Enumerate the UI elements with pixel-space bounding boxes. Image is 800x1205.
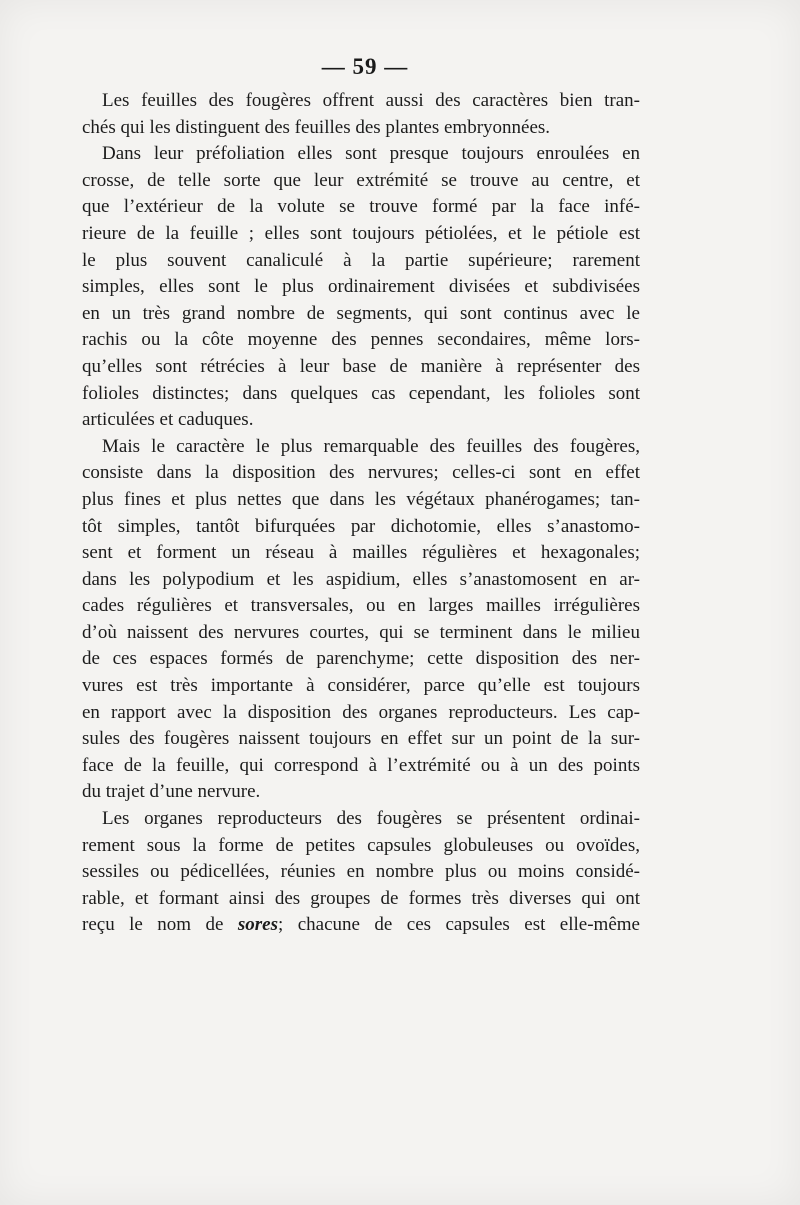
text-line: en rapport avec la disposition des organes reproducteurs. Les cap- [82, 701, 640, 723]
text-segment: ; chacune de ces capsules est elle-même [278, 914, 640, 936]
text-line: face de la feuille, qui correspond à l’extrémité ou à un des points [82, 754, 640, 776]
text-line: sessiles ou pédicellées, réunies en nombre plus ou moins considé- [82, 861, 640, 883]
text-line: simples, elles sont le plus ordinairement divisées et subdivisées [82, 276, 640, 298]
text-line: dans les polypodium et les aspidium, elles s’anastomosent en ar- [82, 568, 640, 590]
text-line: cades régulières et transversales, ou en larges mailles irrégulières [82, 595, 640, 617]
text-line [82, 912, 640, 939]
text-line: rieure de la feuille ; elles sont toujours pétiolées, et le pétiole est [82, 222, 640, 244]
text-line: crosse, de telle sorte que leur extrémité se trouve au centre, et [82, 169, 640, 191]
text-line: du trajet d’une nervure. [82, 781, 261, 803]
text-line: Les organes reproducteurs des fougères se présentent ordinai- [102, 808, 640, 830]
text-line: consiste dans la disposition des nervures; celles-ci sont en effet [82, 462, 640, 484]
text-line: articulées et caduques. [82, 409, 254, 431]
paragraph [82, 141, 640, 434]
text-line: Les feuilles des fougères offrent aussi des caractères bien tran- [102, 90, 640, 111]
text-line: en un très grand nombre de segments, qui sont continus avec le [82, 302, 640, 324]
text-line: Mais le caractère le plus remarquable des feuilles des fougères, [102, 435, 640, 457]
text-line: Dans leur préfoliation elles sont presque toujours enroulées en [102, 143, 640, 165]
text-line: vures est très importante à considérer, parce qu’elle est toujours [82, 675, 640, 697]
paragraph [82, 88, 640, 141]
text-line: plus fines et plus nettes que dans les végétaux phanérogames; tan- [82, 488, 640, 510]
text-line: le plus souvent canaliculé à la partie supérieure; rarement [82, 249, 640, 271]
text-line: rable, et formant ainsi des groupes de formes très diverses qui ont [82, 887, 640, 909]
text-line: rachis ou la côte moyenne des pennes secondaires, même lors- [82, 329, 640, 351]
text-line: sent et forment un réseau à mailles régulières et hexagonales; [82, 542, 640, 564]
body-text [82, 88, 640, 939]
paragraph [82, 806, 640, 939]
italic-term: sores [237, 914, 278, 936]
page-number: — 59 — [321, 54, 409, 79]
text-line: de ces espaces formés de parenchyme; cette disposition des ner- [82, 648, 640, 670]
paragraph [82, 434, 640, 806]
text-line: chés qui les distinguent des feuilles des plantes embryonnées. [82, 116, 551, 138]
text-line: que l’extérieur de la volute se trouve formé par la face infé- [82, 196, 640, 218]
text-line: sules des fougères naissent toujours en effet sur un point de la sur- [82, 728, 640, 750]
text-line: qu’elles sont rétrécies à leur base de manière à représenter des [82, 355, 640, 377]
text-line: rement sous la forme de petites capsules globuleuses ou ovoïdes, [82, 834, 640, 856]
text-line: d’où naissent des nervures courtes, qui se terminent dans le milieu [82, 621, 640, 643]
text-segment: reçu le nom de [82, 914, 238, 936]
text-line: tôt simples, tantôt bifurquées par dichotomie, elles s’anastomo- [82, 515, 640, 537]
text-line: folioles distinctes; dans quelques cas cependant, les folioles sont [82, 382, 640, 404]
